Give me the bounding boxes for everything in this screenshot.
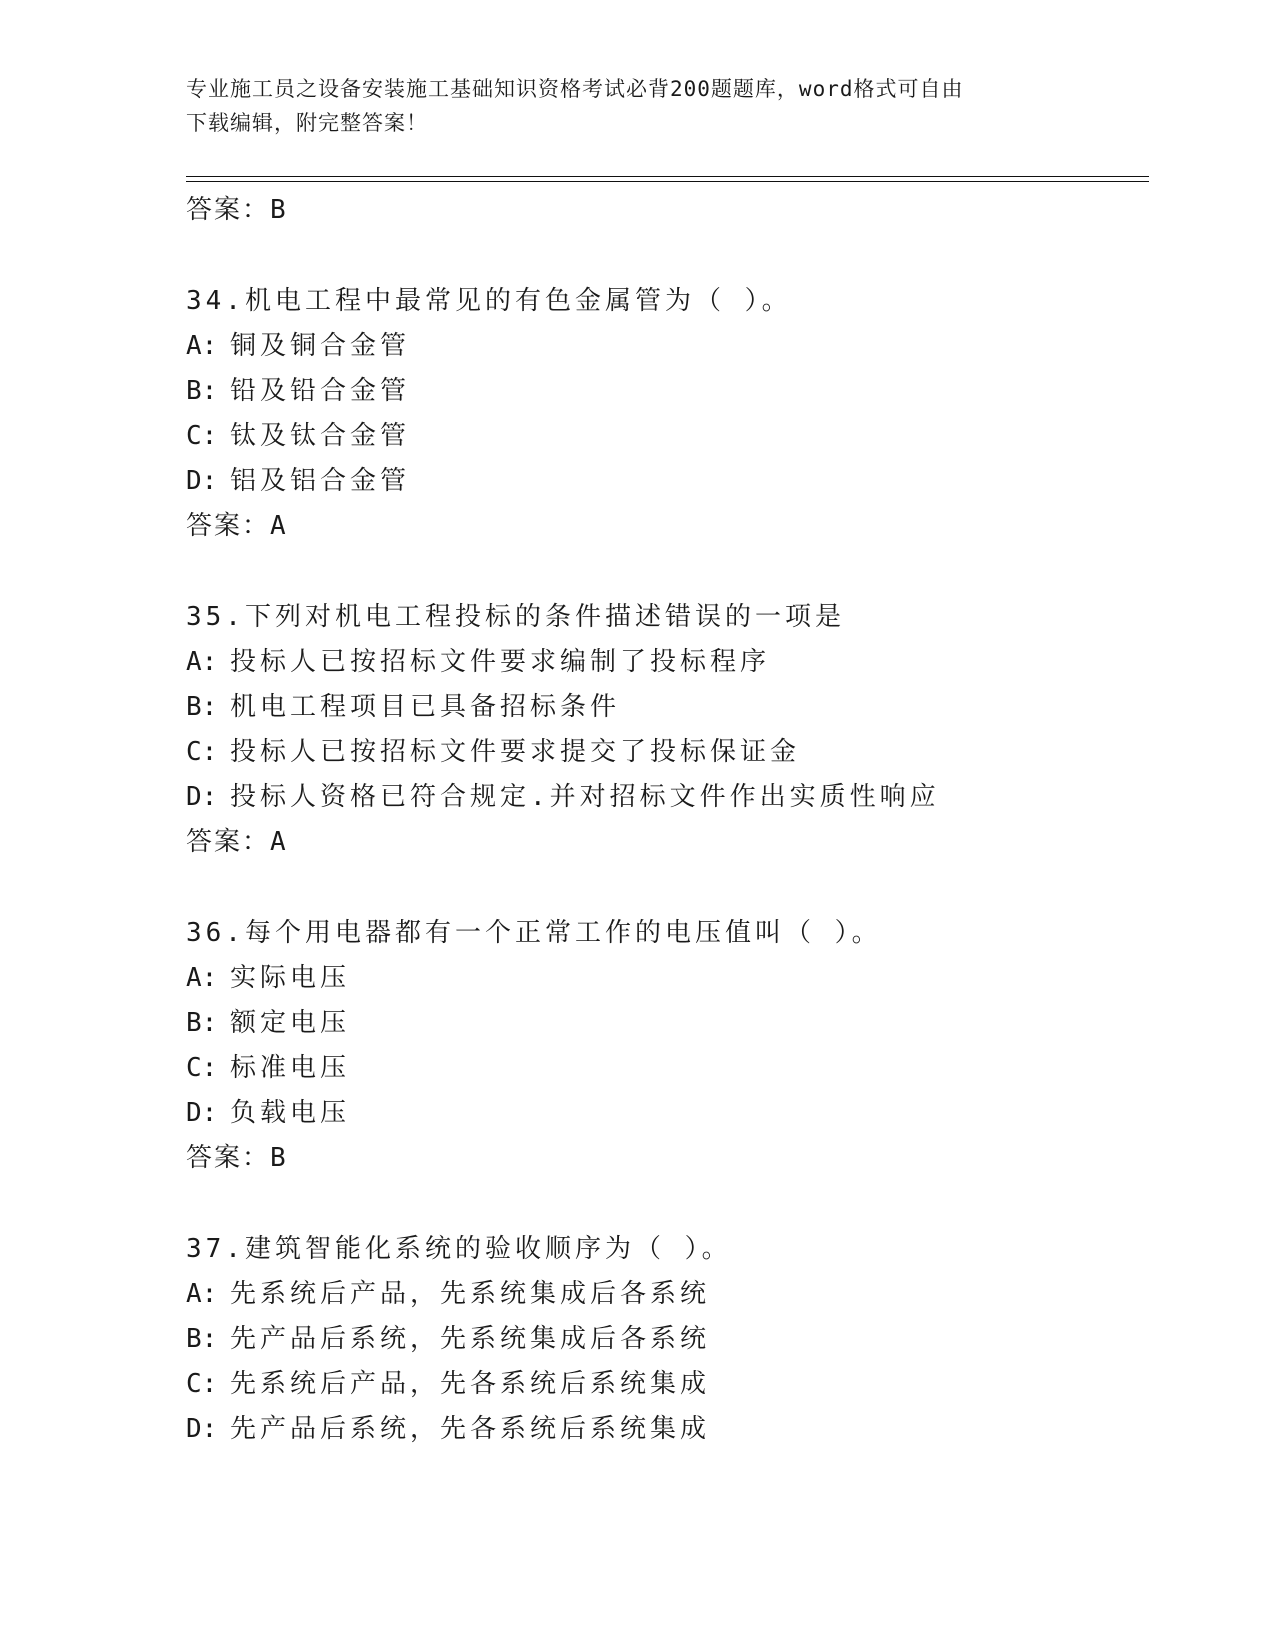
- option-d: [186, 459, 1146, 504]
- option-c: [186, 730, 1146, 775]
- option-label: D:: [186, 782, 218, 812]
- question-block: [186, 279, 1146, 549]
- option-label: B:: [186, 1008, 218, 1038]
- option-c: [186, 414, 1146, 459]
- option-text: 投标人已按招标文件要求编制了投标程序: [230, 647, 771, 677]
- option-text: 负载电压: [230, 1098, 351, 1128]
- question-block: [186, 595, 1146, 865]
- header-line-2: 下载编辑，附完整答案！: [186, 111, 428, 135]
- answer-label: 答案：: [186, 195, 271, 225]
- option-text: 投标人已按招标文件要求提交了投标保证金: [230, 737, 801, 767]
- header-line-1: 专业施工员之设备安装施工基础知识资格考试必背200题题库，word格式可自由: [186, 77, 964, 101]
- option-label: D:: [186, 1414, 218, 1444]
- option-text: 先产品后系统，先各系统后系统集成: [230, 1414, 711, 1444]
- answer-value: A: [270, 827, 288, 857]
- option-label: C:: [186, 737, 218, 767]
- document-body: [186, 188, 1146, 1452]
- question-stem: 37.建筑智能化系统的验收顺序为（ ）。: [186, 1234, 732, 1264]
- option-label: D:: [186, 1098, 218, 1128]
- option-text: 投标人资格已符合规定.并对招标文件作出实质性响应: [230, 782, 940, 812]
- header-divider-bottom: [186, 181, 1149, 182]
- answer-value: B: [270, 1143, 288, 1173]
- answer-line: [186, 820, 1146, 865]
- option-b: [186, 1001, 1146, 1046]
- document-header: [186, 72, 1086, 140]
- option-label: C:: [186, 1053, 218, 1083]
- answer-value: A: [270, 511, 288, 541]
- answer-line: [186, 1136, 1146, 1181]
- option-label: C:: [186, 421, 218, 451]
- option-label: C:: [186, 1369, 218, 1399]
- option-a: [186, 640, 1146, 685]
- answer-value: B: [270, 195, 288, 225]
- option-d: [186, 775, 1146, 820]
- option-d: [186, 1091, 1146, 1136]
- option-label: B:: [186, 376, 218, 406]
- option-label: B:: [186, 1324, 218, 1354]
- answer-label: 答案：: [186, 511, 271, 541]
- option-b: [186, 1317, 1146, 1362]
- option-c: [186, 1046, 1146, 1091]
- option-text: 铜及铜合金管: [230, 331, 411, 361]
- option-text: 钛及钛合金管: [230, 421, 411, 451]
- question-stem: 36.每个用电器都有一个正常工作的电压值叫（ ）。: [186, 918, 882, 948]
- option-c: [186, 1362, 1146, 1407]
- option-a: [186, 956, 1146, 1001]
- header-divider-top: [186, 176, 1149, 177]
- answer-label: 答案：: [186, 1143, 271, 1173]
- option-b: [186, 685, 1146, 730]
- option-label: A:: [186, 1279, 218, 1309]
- option-label: A:: [186, 331, 218, 361]
- option-label: B:: [186, 692, 218, 722]
- option-text: 铅及铅合金管: [230, 376, 411, 406]
- answer-label: 答案：: [186, 827, 271, 857]
- option-text: 机电工程项目已具备招标条件: [230, 692, 621, 722]
- option-a: [186, 1272, 1146, 1317]
- option-text: 标准电压: [230, 1053, 351, 1083]
- option-label: A:: [186, 963, 218, 993]
- option-text: 实际电压: [230, 963, 351, 993]
- option-text: 额定电压: [230, 1008, 351, 1038]
- answer-line: [186, 188, 1146, 233]
- option-text: 铝及铝合金管: [230, 466, 411, 496]
- option-text: 先系统后产品，先系统集成后各系统: [230, 1279, 711, 1309]
- question-block: [186, 911, 1146, 1181]
- answer-line: [186, 504, 1146, 549]
- option-b: [186, 369, 1146, 414]
- question-stem: 34.机电工程中最常见的有色金属管为（ ）。: [186, 286, 792, 316]
- question-stem: 35.下列对机电工程投标的条件描述错误的一项是: [186, 602, 845, 632]
- question-block: [186, 1227, 1146, 1452]
- option-d: [186, 1407, 1146, 1452]
- option-label: D:: [186, 466, 218, 496]
- option-text: 先系统后产品，先各系统后系统集成: [230, 1369, 711, 1399]
- option-label: A:: [186, 647, 218, 677]
- option-text: 先产品后系统，先系统集成后各系统: [230, 1324, 711, 1354]
- option-a: [186, 324, 1146, 369]
